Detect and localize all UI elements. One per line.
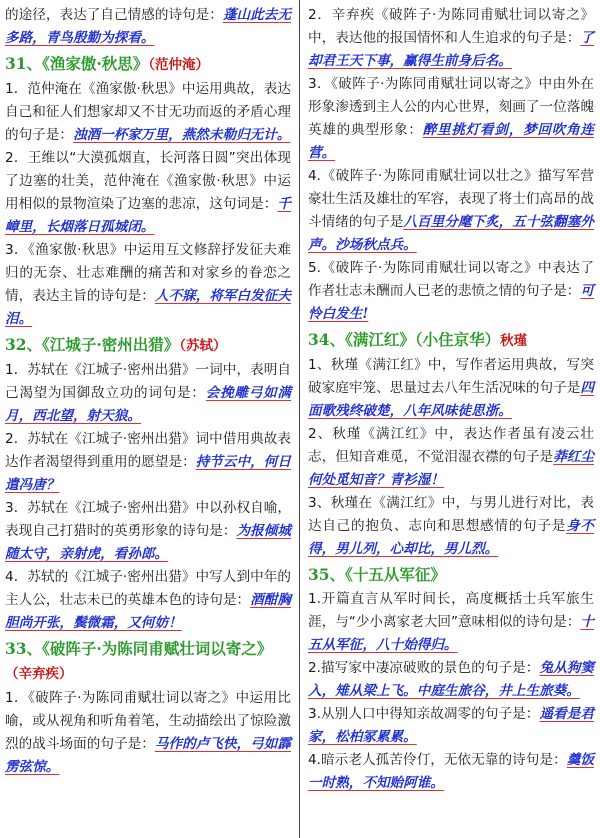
list-item: 1．《破阵子·为陈同甫赋壮词以寄之》中运用比喻，或从视角和听角着笔，生动描绘出了惊险激烈的战斗场面的句子是：马作的卢飞快，弓如霹雳弦惊。 (5, 690, 292, 775)
answer-text: 千嶂里，长烟落日孤城闭。 (5, 196, 291, 235)
answer-text: 醉里挑灯看剑，梦回吹角连营。 (308, 122, 595, 161)
list-item: 4.暗示老人孤苦伶仃，无依无靠的诗句是：羹饭一时熟，不知贻阿谁。 (308, 752, 595, 791)
list-item: 2．王维以“大漠孤烟直，长河落日圆”突出体现了边塞的壮美，范仲淹在《渔家傲·秋思》中运用相似的景物渲染了边塞的悲凉，这句词是：千嶂里，长烟落日孤城闭。 (5, 150, 291, 235)
list-item: 3．苏轼在《江城子·密州出猎》中以孙权自喻，表现自己打猎时的英勇形象的诗句是：为报倾城随太守，亲射虎，看孙郎。 (5, 500, 292, 562)
list-item: 2、秋瑾《满江红》中，表达作者虽有凌云壮志，但知音难觅，不觉泪湿衣襟的句子是莽红尘何处觅知音？青衫湿！ (308, 426, 595, 488)
answer-text: 浊酒一杯家万里，燕然未勒归无计。 (72, 127, 291, 143)
answer-text: 遥看是君家，松柏冢累累。 (308, 706, 595, 745)
list-item: 1.开篇直言从军时间长，高度概括士兵军旅生涯，与“少小离家老大回”意味相似的诗句是：十五从军征，八十始得归。 (308, 591, 594, 653)
answer-text: 持节云中，何日遣冯唐？ (5, 454, 292, 493)
list-item: 1．范仲淹在《渔家傲·秋思》中运用典故，表达自己和征人们想家却又不甘无功而返的矛盾心理的句子是：浊酒一杯家万里，燕然未勒归无计。 (5, 81, 291, 143)
list-item: 4．苏轼的《江城子·密州出猎》中写人到中年的主人公，壮志未已的英雄本色的诗句是：酒酣胸胆尚开张，鬓微霜，又何妨！ (5, 569, 292, 631)
answer-text: 身不得，男儿列，心却比，男儿烈。 (308, 518, 595, 557)
section-heading-31: 31、《渔家傲·秋思》（范仲淹） (5, 54, 209, 73)
section-heading-32: 32、《江城子·密州出猎》（苏轼） (5, 335, 227, 354)
answer-text: 蓬山此去无多路，青鸟殷勤为探看。 (5, 7, 292, 46)
answer-text: 羹饭一时熟，不知贻阿谁。 (308, 752, 595, 791)
answer-text: 十五从军征，八十始得归。 (308, 614, 594, 653)
section-heading-34: 34、《满江红》（小住京华）秋瑾 (308, 330, 528, 349)
list-item: 4.《破阵子·为陈同甫赋壮词以壮之》描写军营豪壮生活及雄壮的军容，表现了将士们高昂的战斗情绪的句子是八百里分麾下炙，五十弦翻塞外声。沙场秋点兵。 (308, 168, 595, 253)
list-item: 3．《破阵子·为陈同甫赋壮词以寄之》中由外在形象渗透到主人公的内心世界，刻画了一位落魄英雄的典型形象：醉里挑灯看剑，梦回吹角连营。 (308, 76, 595, 161)
right-column (300, 0, 600, 838)
answer-text: 了却君王天下事，赢得生前身后名。 (308, 30, 594, 69)
list-item: 3.从别人口中得知亲故凋零的句子是：遥看是君家，松柏冢累累。 (308, 706, 595, 745)
answer-text: 四面歌残终破楚，八年风味徒思浙。 (308, 380, 594, 419)
list-item: 2．苏轼在《江城子·密州出猎》词中借用典故表达作者渴望得到重用的愿望是：持节云中，何日遣冯唐？ (5, 431, 292, 493)
question-text: 的途径，表达了自己情感的诗句是： (5, 7, 223, 23)
answer-text: 兔从狗窦入，雉从梁上飞。中庭生旅谷，井上生旅葵。 (308, 660, 595, 699)
list-item: 3．《渔家傲·秋思》中运用互文修辞抒发征夫难归的无奈、壮志难酬的痛苦和对家乡的眷恋之情，表达主旨的诗句是：人不寐，将军白发征夫泪。 (5, 242, 292, 327)
answer-text: 为报倾城随太守，亲射虎，看孙郎。 (5, 523, 292, 562)
answer-text: 会挽雕弓如满月，西北望，射天狼。 (5, 385, 292, 424)
answer-text: 八百里分麾下炙，五十弦翻塞外声。沙场秋点兵。 (308, 214, 595, 253)
list-item: 5.《破阵子·为陈同甫赋壮词以寄之》中表达了作者壮志未酬而人已老的悲愤之情的句子是：可怜白发生! (308, 260, 594, 322)
list-item: 2.描写家中凄凉破败的景色的句子是：兔从狗窦入，雉从梁上飞。中庭生旅谷，井上生旅葵。 (308, 660, 595, 699)
answer-text: 可怜白发生! (308, 283, 594, 322)
list-item: 1．苏轼在《江城子·密州出猎》一词中，表明自己渴望为国御敌立功的词句是：会挽雕弓如满月，西北望，射天狼。 (5, 362, 292, 424)
section-heading-33: 33、《破阵子·为陈同甫赋壮词以寄之》 （辛弃疾） (5, 639, 273, 682)
list-item: 3、秋瑾在《满江红》中，与男儿进行对比，表达自己的抱负、志向和思想感情的句子是身不得，男儿列，心却比，男儿烈。 (308, 495, 595, 557)
list-item: 1、秋瑾《满江红》中，写作者运用典故，写突破家庭牢笼、思量过去八年生活况味的句子是四面歌残终破楚，八年风味徒思浙。 (308, 357, 594, 419)
answer-text: 马作的卢飞快，弓如霹雳弦惊。 (5, 736, 292, 775)
answer-text: 酒酣胸胆尚开张，鬓微霜，又何妨！ (5, 592, 292, 631)
intro-paragraph (5, 4, 291, 50)
list-item: 2．辛弃疾《破阵子·为陈同甫赋壮词以寄之》中，表达他的报国情怀和人生追求的句子是：了却君王天下事，赢得生前身后名。 (308, 7, 594, 69)
answer-text: 莽红尘何处觅知音？青衫湿！ (308, 449, 595, 488)
section-heading-35: 35、《十五从军征》 (308, 565, 446, 584)
answer-text: 人不寐，将军白发征夫泪。 (5, 288, 292, 327)
